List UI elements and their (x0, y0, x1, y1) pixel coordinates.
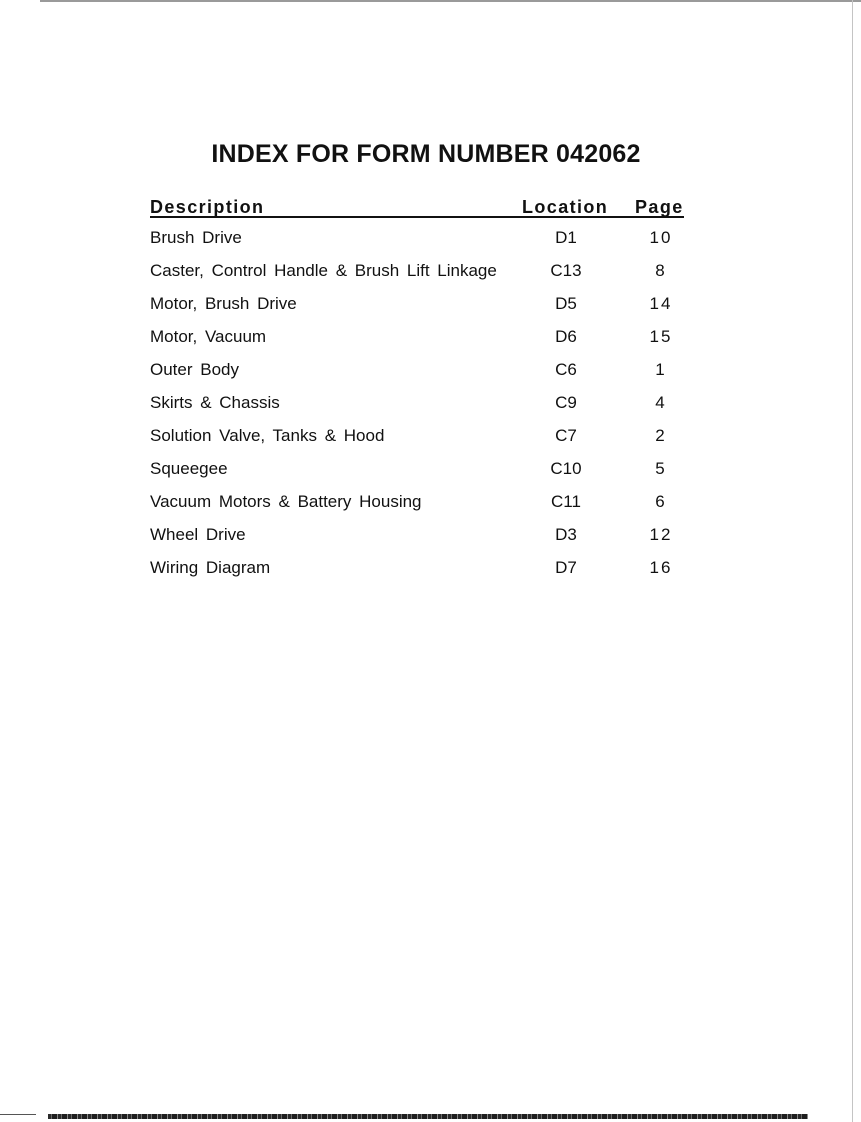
row-description: Motor, Vacuum (150, 327, 267, 346)
row-page: 6 (655, 492, 667, 511)
table-row (150, 455, 690, 488)
row-location: D7 (555, 558, 577, 577)
row-location: D5 (555, 294, 577, 313)
table-row (150, 488, 690, 521)
row-location: D3 (555, 525, 577, 544)
row-location: C6 (555, 360, 577, 379)
table-row (150, 521, 690, 554)
row-description: Motor, Brush Drive (150, 294, 297, 313)
scan-bottom-edge (48, 1114, 808, 1119)
row-description: Wiring Diagram (150, 558, 271, 577)
scan-bottom-mark (0, 1114, 36, 1115)
row-page: 15 (649, 327, 673, 346)
scan-top-edge (40, 0, 861, 2)
column-header-location: Location (522, 197, 609, 217)
table-row (150, 389, 690, 422)
table-row (150, 224, 690, 257)
row-location: C13 (550, 261, 582, 280)
table-row (150, 356, 690, 389)
table-row (150, 422, 690, 455)
table-row (150, 554, 690, 587)
row-page: 1 (655, 360, 667, 379)
row-location: D1 (555, 228, 577, 247)
column-header-page: Page (635, 197, 684, 217)
row-page: 16 (649, 558, 673, 577)
row-page: 14 (649, 294, 673, 313)
row-description: Wheel Drive (150, 525, 246, 544)
index-table-header (150, 192, 684, 218)
page-title: INDEX FOR FORM NUMBER 042062 (211, 140, 641, 168)
index-table-body (150, 224, 690, 587)
row-description: Squeegee (150, 459, 228, 478)
row-description: Solution Valve, Tanks & Hood (150, 426, 385, 445)
table-row (150, 323, 690, 356)
row-description: Brush Drive (150, 228, 242, 247)
table-row (150, 290, 690, 323)
row-description: Vacuum Motors & Battery Housing (150, 492, 422, 511)
row-page: 12 (649, 525, 673, 544)
row-location: C9 (555, 393, 577, 412)
row-page: 2 (655, 426, 667, 445)
row-location: C10 (550, 459, 582, 478)
row-page: 5 (655, 459, 667, 478)
row-page: 4 (655, 393, 667, 412)
column-header-description: Description (150, 197, 265, 217)
row-description: Skirts & Chassis (150, 393, 280, 412)
row-location: C11 (551, 492, 581, 511)
row-description: Outer Body (150, 360, 239, 379)
row-location: D6 (555, 327, 577, 346)
table-row (150, 257, 690, 290)
row-location: C7 (555, 426, 577, 445)
scan-right-edge (852, 0, 853, 1122)
row-page: 8 (655, 261, 667, 280)
row-page: 10 (649, 228, 673, 247)
row-description: Caster, Control Handle & Brush Lift Linkage (150, 261, 497, 280)
